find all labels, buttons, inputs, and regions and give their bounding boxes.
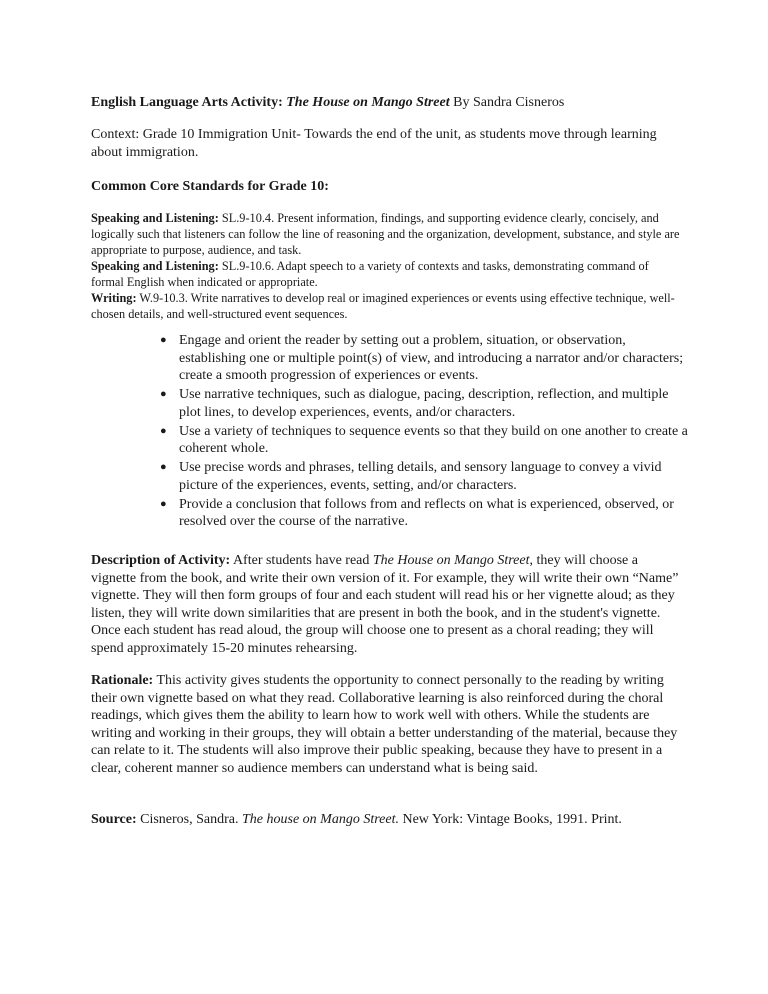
list-item: ● Provide a conclusion that follows from and reflects on what is experienced, observed, or resolved over the course of the narrative. xyxy=(160,496,674,529)
standard-label: Speaking and Listening: xyxy=(91,211,219,225)
standard-text: SL.9-10.6. Adapt speech to a variety of contexts and tasks, demonstrating command of formal English when indicated or appropriate. xyxy=(91,259,649,289)
list-item: ● Engage and orient the reader by setting out a problem, situation, or observation, establishing one or multiple point(s) of view, and introducing a narrator and/or characters; create a smooth progression of experiences or events. xyxy=(160,333,684,383)
title-author: By Sandra Cisneros xyxy=(453,95,565,110)
standard-text: SL.9-10.4. Present information, findings, and supporting evidence clearly, concisely, and logically such that listeners can follow the line of reasoning and the organization, development, substance, and style are appropriate to purpose, audience, and task. xyxy=(91,211,680,257)
list-item: ● Use narrative techniques, such as dialogue, pacing, description, reflection, and multiple plot lines, to develop experiences, events, and/or characters. xyxy=(160,387,669,420)
source-label: Source: xyxy=(91,812,137,827)
writing-standard-bullets xyxy=(160,332,690,532)
rationale-paragraph: Rationale: This activity gives students the opportunity to connect personally to the reading by writing their own vignette based on what they read. Collaborative learning is also reinforced during the choral readings, which gives them the ability to learn how to work well with others. While the students are writing and working in their groups, they will obtain a better understanding of the material, because they can relate to it. The students will also improve their public speaking, because they have to present in a clear, coherent manner so audience members can understand what is being said. xyxy=(91,673,678,776)
standard-label: Speaking and Listening: xyxy=(91,259,219,273)
standard-w-3 xyxy=(91,291,681,323)
list-item: ● Use a variety of techniques to sequence events so that they build on one another to create a coherent whole. xyxy=(160,423,688,456)
description-paragraph: Description of Activity: After students have read The House on Mango Street, they will choose a vignette from the book, and write their own version of it. For example, they will write their own “Name” vignette. They will then form groups of four and each student will read his or her vignette aloud; as they listen, they will write down similarities that are present in both the book, and in the student's vignette. Once each student has read aloud, the group will choose one to present as a choral reading; they will spend approximately 15-20 minutes rehearsing. xyxy=(91,553,679,656)
standard-text: W.9-10.3. Write narratives to develop real or imagined experiences or events using effective technique, well-chosen details, and well-structured event sequences. xyxy=(91,291,675,321)
standard-sl-6 xyxy=(91,259,681,291)
bullet-icon: ● xyxy=(160,388,167,400)
page-title xyxy=(91,94,681,112)
standards-heading: Common Core Standards for Grade 10: xyxy=(91,179,329,194)
context-paragraph: Context: Grade 10 Immigration Unit- Towards the end of the unit, as students move through learning about immigration. xyxy=(91,127,657,160)
standard-label: Writing: xyxy=(91,291,137,305)
title-label: English Language Arts Activity: xyxy=(91,95,283,110)
standard-sl-4 xyxy=(91,211,681,258)
list-item: ● Use precise words and phrases, telling details, and sensory language to convey a vivid picture of the experiences, events, setting, and/or characters. xyxy=(160,460,662,493)
title-book: The House on Mango Street xyxy=(286,95,450,110)
description-book: The House on Mango Street xyxy=(372,553,530,568)
bullet-icon: ● xyxy=(160,461,167,473)
bullet-icon: ● xyxy=(160,497,167,510)
bullet-icon: ● xyxy=(160,334,167,346)
description-label: Description of Activity: xyxy=(91,553,231,568)
source-citation: Source: Cisneros, Sandra. The house on Mango Street. New York: Vintage Books, 1991. Print. xyxy=(91,812,622,827)
rationale-label: Rationale: xyxy=(91,673,154,688)
bullet-icon: ● xyxy=(160,424,167,437)
source-book: The house on Mango Street. xyxy=(242,812,399,827)
